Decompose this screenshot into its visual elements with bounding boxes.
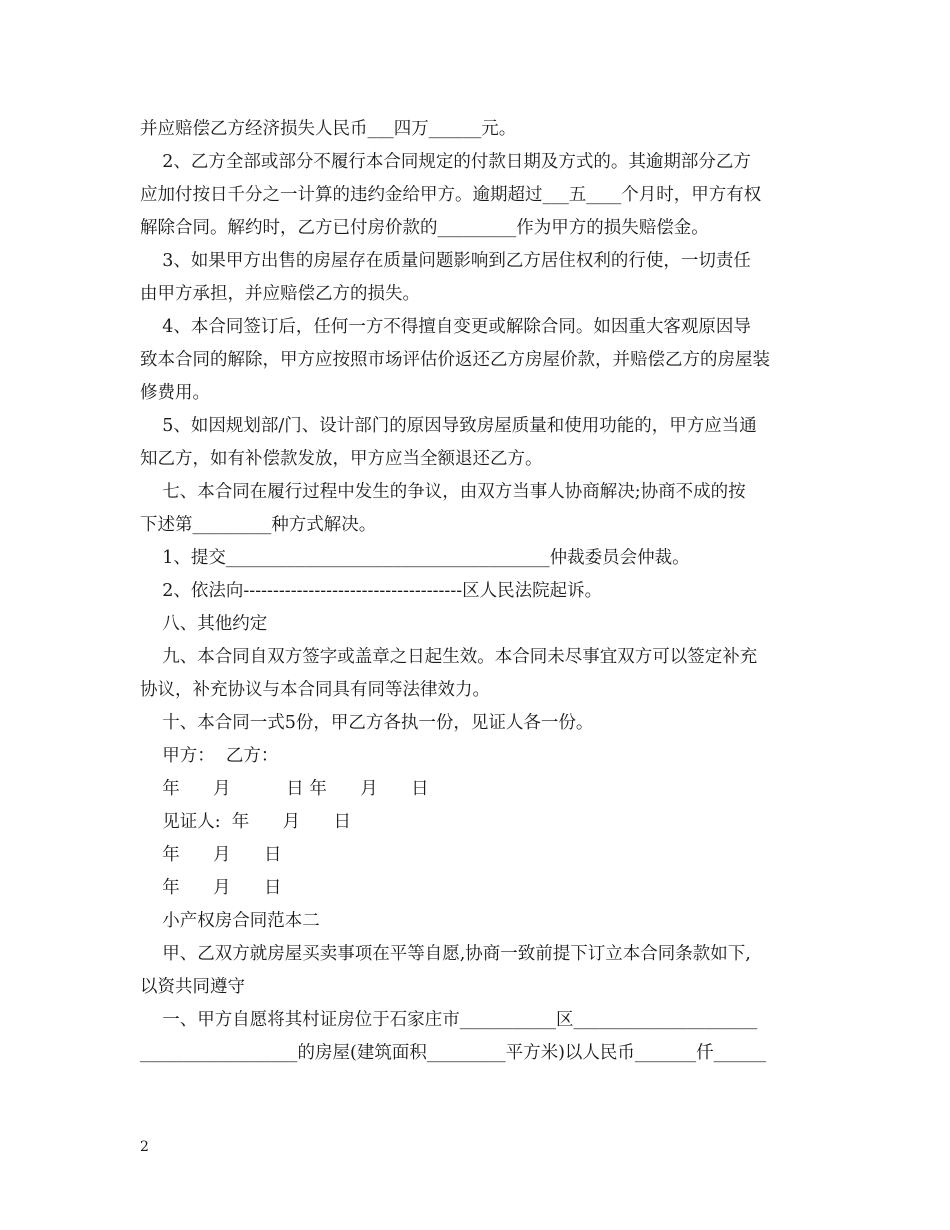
text-line: 十、本合同一式5份，甲乙方各执一份，见证人各一份。 <box>140 713 594 733</box>
text-line: 3、如果甲方出售的房屋存在质量问题影响到乙方居住权利的行使，一切责任 <box>140 251 751 271</box>
text-line: 甲、乙双方就房屋买卖事项在平等自愿,协商一致前提下订立本合同条款如下, <box>140 944 751 964</box>
text-line: 九、本合同自双方签字或盖章之日起生效。本合同未尽事宜双方可以签定补充 <box>140 647 758 667</box>
text-line: 小产权房合同范本二 <box>140 911 320 931</box>
text-line: 一、甲方自愿将其村证房位于石家庄市___________区_____________________ <box>140 1010 758 1030</box>
text-line: 4、本合同签订后，任何一方不得擅自变更或解除合同。如因重大客观原因导 <box>140 317 751 337</box>
text-line: 协议，补充协议与本合同具有同等法律效力。 <box>140 680 490 700</box>
text-line: 七、本合同在履行过程中发生的争议，由双方当事人协商解决;协商不成的按 <box>140 482 746 502</box>
text-line: 修费用。 <box>140 383 210 403</box>
text-line: 并应赔偿乙方经济损失人民币___四万______元。 <box>140 119 517 139</box>
text-line: 2、乙方全部或部分不履行本合同规定的付款日期及方式的。其逾期部分乙方 <box>140 152 751 172</box>
text-line: 八、其他约定 <box>140 614 268 634</box>
text-line: 由甲方承担，并应赔偿乙方的损失。 <box>140 284 420 304</box>
text-line: 下述第_________种方式解决。 <box>140 515 377 535</box>
text-line: 2、依法向-------------------------------------区人民法院起诉。 <box>140 581 603 601</box>
text-line: 见证人: 年 月 日 <box>140 812 352 832</box>
text-line: 致本合同的解除，甲方应按照市场评估价返还乙方房屋价款，并赔偿乙方的房屋装 <box>140 350 770 370</box>
text-line: 年 月 日 <box>140 845 282 865</box>
text-line: 5、如因规划部/门、设计部门的原因导致房屋质量和使用功能的，甲方应当通 <box>140 416 757 436</box>
text-line: __________________的房屋(建筑面积_________平方米)以人民币_______仟______ <box>140 1043 767 1063</box>
text-line: 年 月 日 <box>140 878 282 898</box>
text-line: 解除合同。解约时，乙方已付房价款的_________作为甲方的损失赔偿金。 <box>140 218 709 238</box>
text-line: 以资共同遵守 <box>140 977 245 997</box>
text-line: 甲方： 乙方： <box>140 746 279 766</box>
text-line: 知乙方，如有补偿款发放，甲方应当全额退还乙方。 <box>140 449 543 469</box>
text-line: 年 月 日 年 月 日 <box>140 779 429 799</box>
text-line: 1、提交_____________________________________仲裁委员会仲裁。 <box>140 548 690 568</box>
text-line: 应加付按日千分之一计算的违约金给甲方。逾期超过___五____个月时，甲方有权 <box>140 185 762 205</box>
page-number: 2 <box>140 1139 149 1155</box>
